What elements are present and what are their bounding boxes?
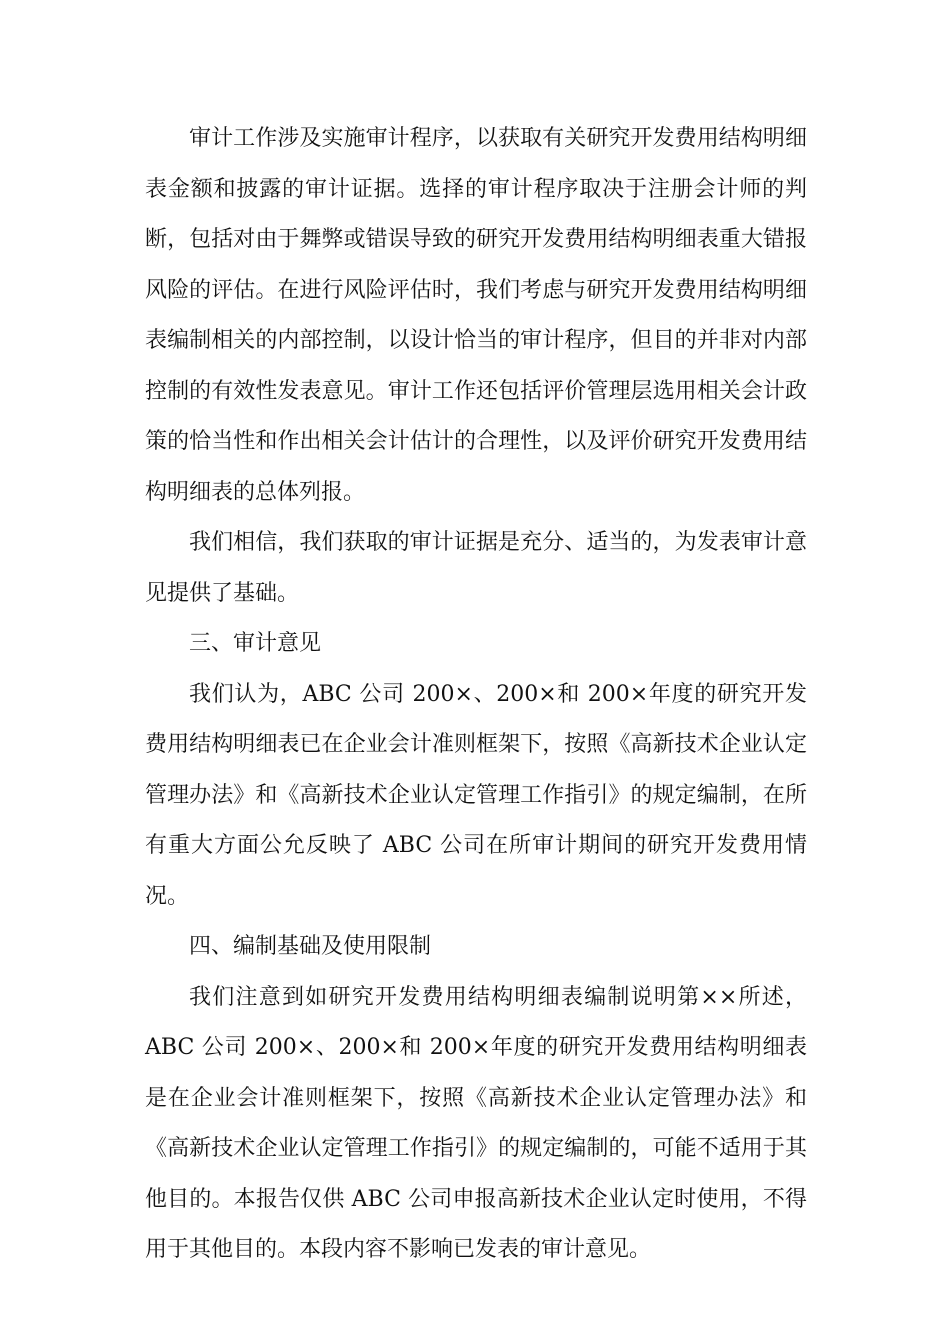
section-heading-basis-and-restrictions: 四、编制基础及使用限制	[189, 934, 432, 959]
document-body	[145, 114, 807, 1276]
paragraph-basis-and-restrictions: 我们注意到如研究开发费用结构明细表编制说明第××所述，ABC 公司 200×、200×和 200×年度的研究开发费用结构明细表是在企业会计准则框架下，按照《高新技术企业认定管理办法》和《高新技术企业认定管理工作指引》的规定编制的，可能不适用于其他目的。本报告仅供 ABC 公司申报高新技术企业认定时使用，不得用于其他目的。本段内容不影响已发表的审计意见。	[145, 984, 807, 1262]
paragraph-audit-opinion: 我们认为，ABC 公司 200×、200×和 200×年度的研究开发费用结构明细表已在企业会计准则框架下，按照《高新技术企业认定管理办法》和《高新技术企业认定管理工作指引》的规定编制，在所有重大方面公允反映了 ABC 公司在所审计期间的研究开发费用情况。	[145, 681, 807, 909]
paragraph-audit-procedures: 审计工作涉及实施审计程序，以获取有关研究开发费用结构明细表金额和披露的审计证据。选择的审计程序取决于注册会计师的判断，包括对由于舞弊或错误导致的研究开发费用结构明细表重大错报风险的评估。在进行风险评估时，我们考虑与研究开发费用结构明细表编制相关的内部控制，以设计恰当的审计程序，但目的并非对内部控制的有效性发表意见。审计工作还包括评价管理层选用相关会计政策的恰当性和作出相关会计估计的合理性，以及评价研究开发费用结构明细表的总体列报。	[145, 126, 807, 505]
section-heading-audit-opinion: 三、审计意见	[189, 631, 322, 656]
paragraph-audit-evidence: 我们相信，我们获取的审计证据是充分、适当的，为发表审计意见提供了基础。	[145, 530, 807, 606]
